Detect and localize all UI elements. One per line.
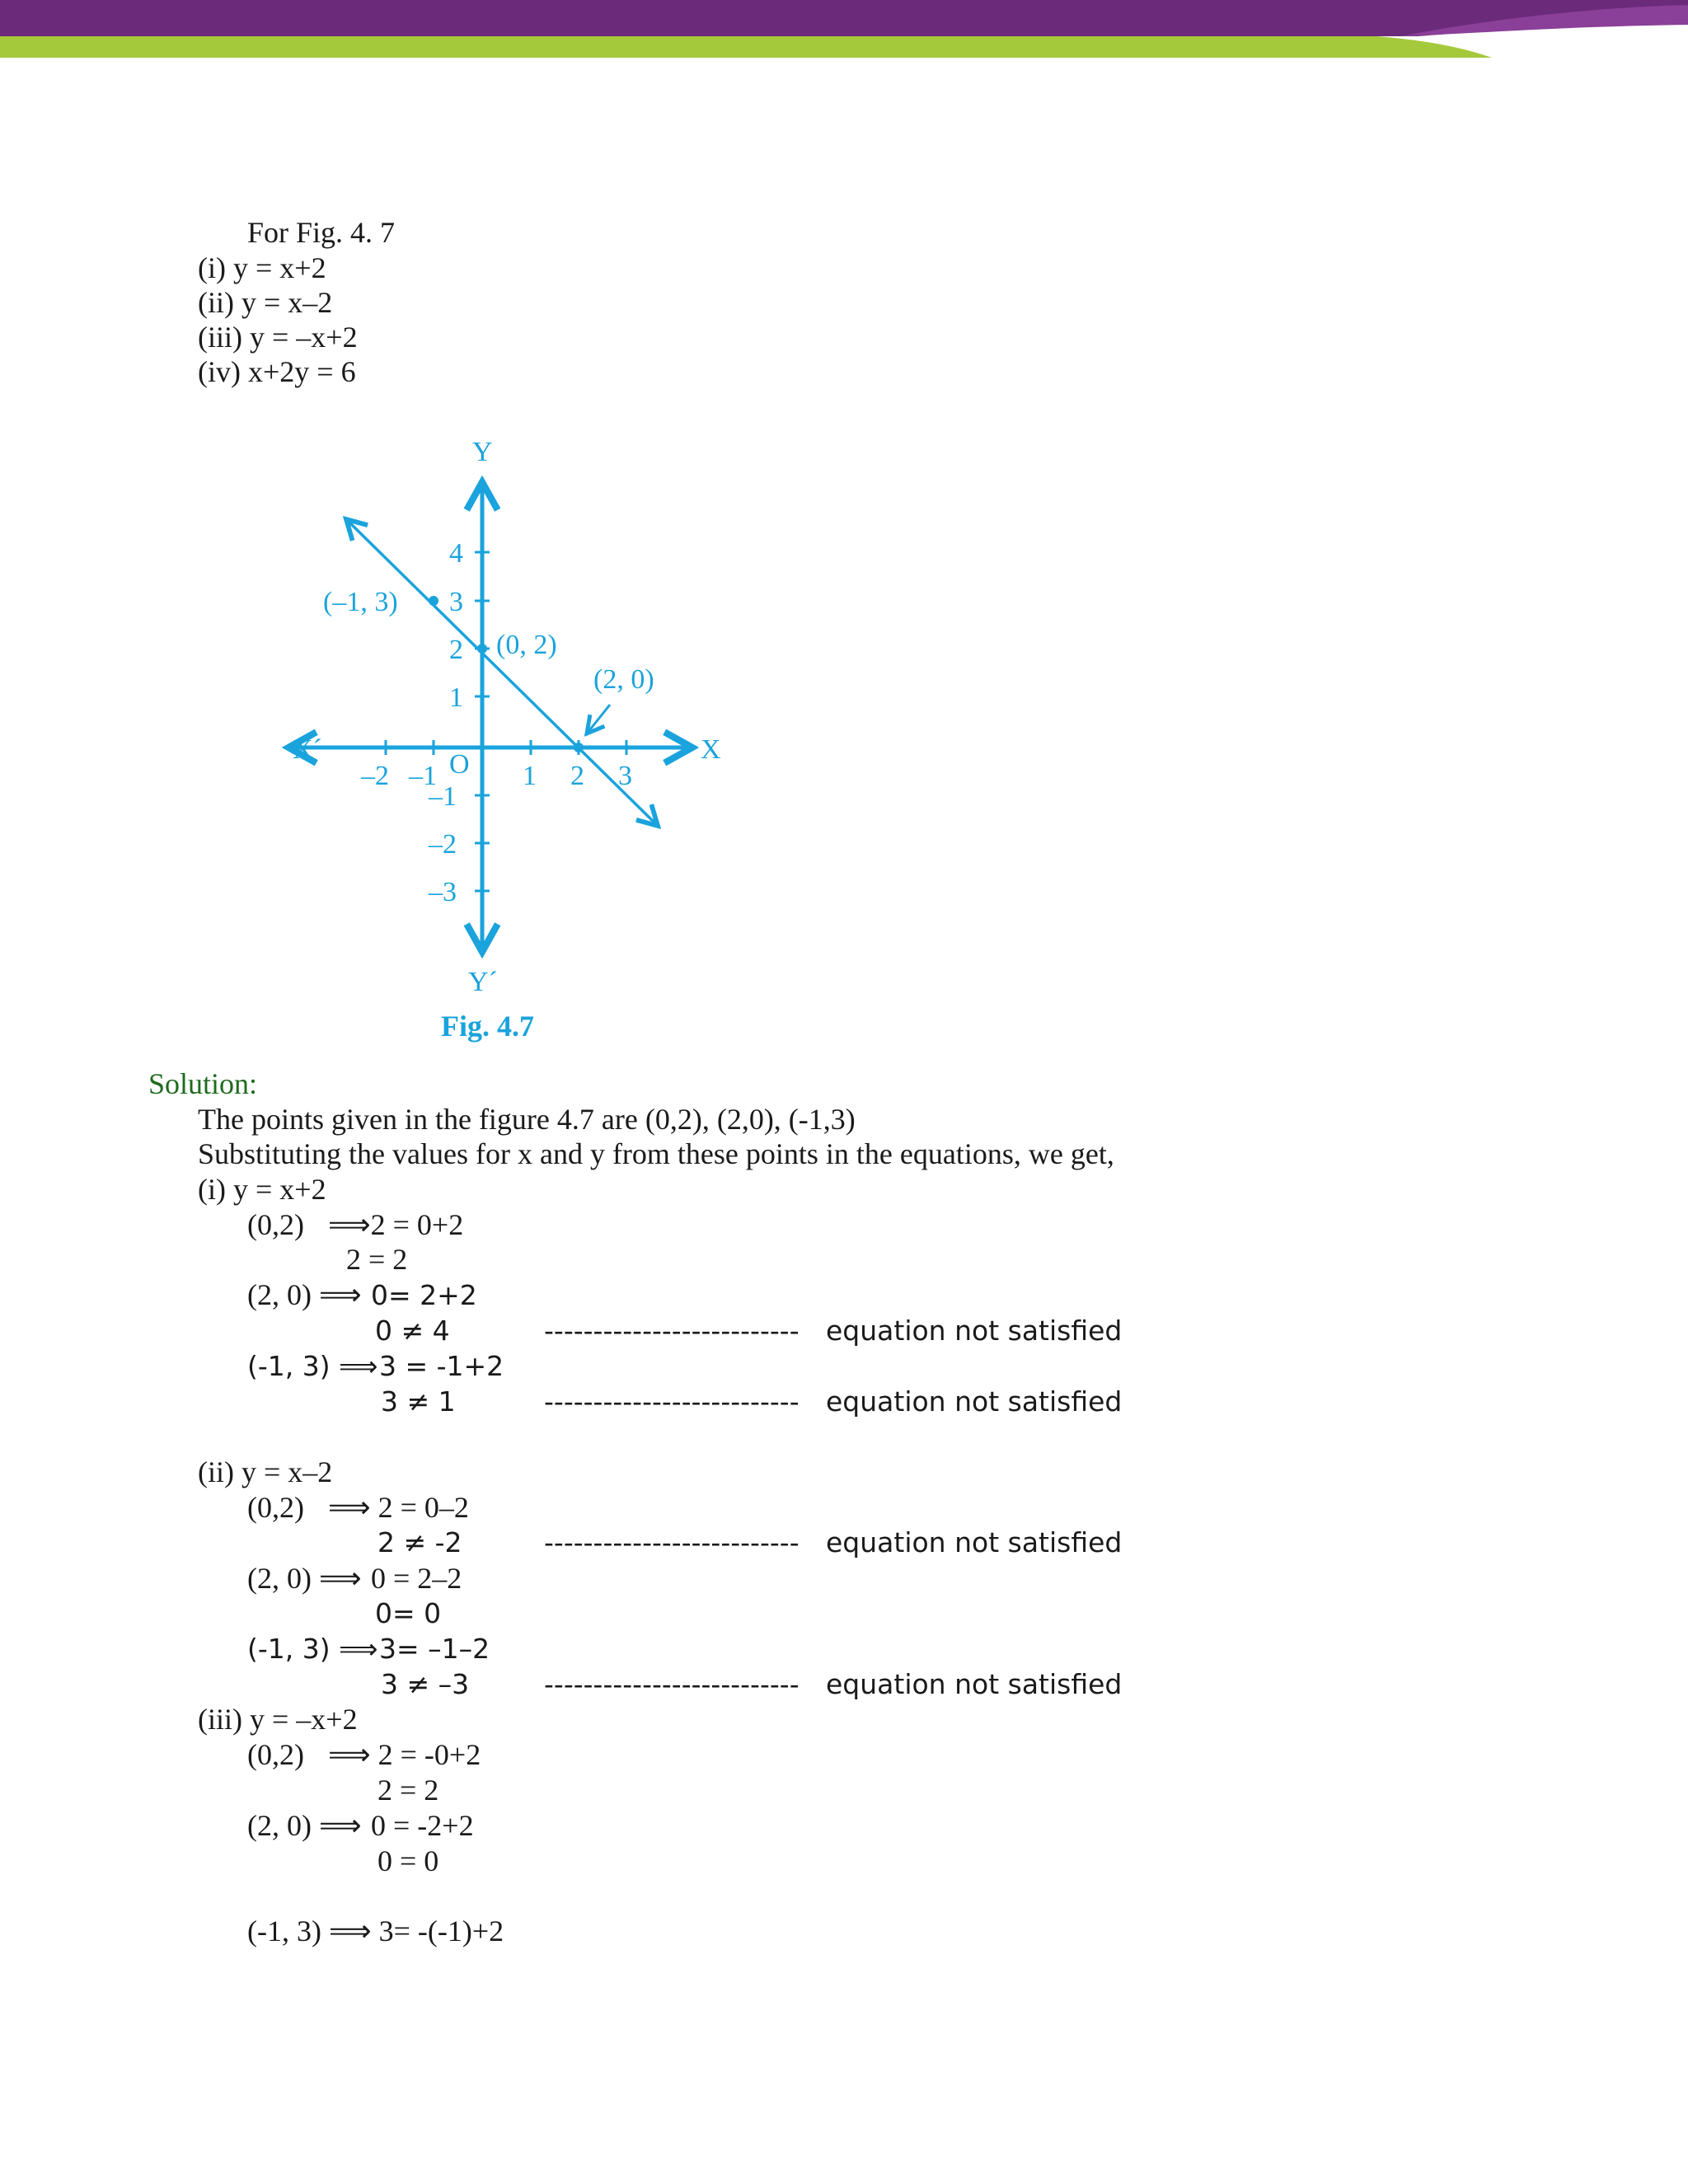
header-green-stripe <box>0 33 1492 58</box>
part2-a-sub: ⟹ 2 = 0–2 <box>328 1491 469 1524</box>
x-tick-label: 3 <box>618 761 632 791</box>
part1-a-sub: ⟹2 = 0+2 <box>328 1208 464 1241</box>
part1-b-res: 0 ≠ 4 <box>375 1315 450 1347</box>
part3-c-line: (-1, 3) ⟹ 3= -(-1)+2 <box>247 1915 504 1947</box>
part2-c-sub: 3= –1–2 <box>379 1633 490 1665</box>
solution-intro-2: Substituting the values for x and y from these points in the equations, we get, <box>198 1137 1114 1170</box>
x-tick-label: 1 <box>523 761 537 791</box>
question-intro: For Fig. 4. 7 <box>247 216 396 249</box>
point-label: (0, 2) <box>496 630 557 660</box>
part2-c-res: 3 ≠ –3 <box>381 1668 470 1700</box>
part2-c-point: (-1, 3) ⟹ <box>247 1633 378 1665</box>
part2-b-res: 0= 0 <box>375 1597 442 1629</box>
part1-b-point: (2, 0) ⟹ <box>247 1278 362 1311</box>
part3-b-sub: 0 = -2+2 <box>371 1809 474 1842</box>
figure-4-7 <box>280 433 742 1051</box>
part3-b-point: (2, 0) ⟹ <box>247 1809 362 1842</box>
x-axis-label: X <box>701 734 721 765</box>
x-tick-label: 2 <box>570 761 584 791</box>
point-marker <box>429 596 438 606</box>
solution-intro-1: The points given in the figure 4.7 are (0,2), (2,0), (-1,3) <box>198 1103 856 1136</box>
part1-b-sub: 0= 2+2 <box>371 1279 477 1311</box>
part3-b-res: 0 = 0 <box>377 1844 439 1877</box>
y-tick-label: 1 <box>449 682 463 713</box>
part1-a-point: (0,2) <box>247 1208 304 1241</box>
part3-equation: (iii) y = –x+2 <box>198 1703 358 1736</box>
not-satisfied-note: equation not satisfied <box>826 1385 1123 1418</box>
point-label: (2, 0) <box>593 664 654 695</box>
x-tick-label: –2 <box>361 761 389 791</box>
part2-b-point: (2, 0) ⟹ <box>247 1562 362 1595</box>
point-2-0-pointer <box>587 705 610 733</box>
part3-a-res: 2 = 2 <box>377 1774 439 1807</box>
dash-line: -------------------------- <box>544 1315 799 1347</box>
part2-equation: (ii) y = x–2 <box>198 1455 333 1488</box>
part1-c-point: (-1, 3) ⟹ <box>247 1350 378 1382</box>
not-satisfied-note: equation not satisfied <box>826 1668 1123 1700</box>
part1-equation: (i) y = x+2 <box>198 1173 326 1206</box>
y-tick-label: –3 <box>429 877 457 907</box>
part2-a-res: 2 ≠ -2 <box>377 1526 462 1558</box>
part1-a-res: 2 = 2 <box>346 1243 408 1276</box>
option-iii: (iii) y = –x+2 <box>198 321 358 354</box>
y-prime-label: Y´ <box>468 967 498 997</box>
option-ii: (ii) y = x–2 <box>198 286 333 319</box>
part2-b-sub: 0 = 2–2 <box>371 1562 462 1595</box>
option-iv: (iv) x+2y = 6 <box>198 355 356 388</box>
y-tick-label: 3 <box>449 587 463 617</box>
y-tick-label: –2 <box>429 829 457 860</box>
not-satisfied-note: equation not satisfied <box>826 1526 1123 1558</box>
part3-a-point: (0,2) <box>247 1738 304 1771</box>
point-label: (–1, 3) <box>323 587 398 617</box>
x-prime-label: X´ <box>293 734 322 765</box>
origin-label: O <box>449 749 470 780</box>
part1-c-sub: 3 = -1+2 <box>379 1350 504 1382</box>
dash-line: -------------------------- <box>544 1385 799 1418</box>
point-marker <box>477 644 487 654</box>
part2-a-point: (0,2) <box>247 1491 304 1524</box>
y-tick-label: 4 <box>449 538 463 569</box>
part3-a-sub: ⟹ 2 = -0+2 <box>328 1738 481 1771</box>
figure-caption: Fig. 4.7 <box>441 1010 534 1043</box>
y-tick-label: –1 <box>429 781 457 812</box>
solution-heading: Solution: <box>148 1067 258 1100</box>
option-i: (i) y = x+2 <box>198 251 326 284</box>
header-band <box>0 0 1688 66</box>
point-marker <box>574 743 584 752</box>
part1-c-res: 3 ≠ 1 <box>381 1385 456 1418</box>
dash-line: -------------------------- <box>544 1526 799 1558</box>
x-tick-label: –1 <box>409 761 437 791</box>
y-axis-label: Y <box>472 437 493 467</box>
y-tick-label: 2 <box>449 635 463 665</box>
not-satisfied-note: equation not satisfied <box>826 1315 1123 1347</box>
dash-line: -------------------------- <box>544 1668 799 1700</box>
